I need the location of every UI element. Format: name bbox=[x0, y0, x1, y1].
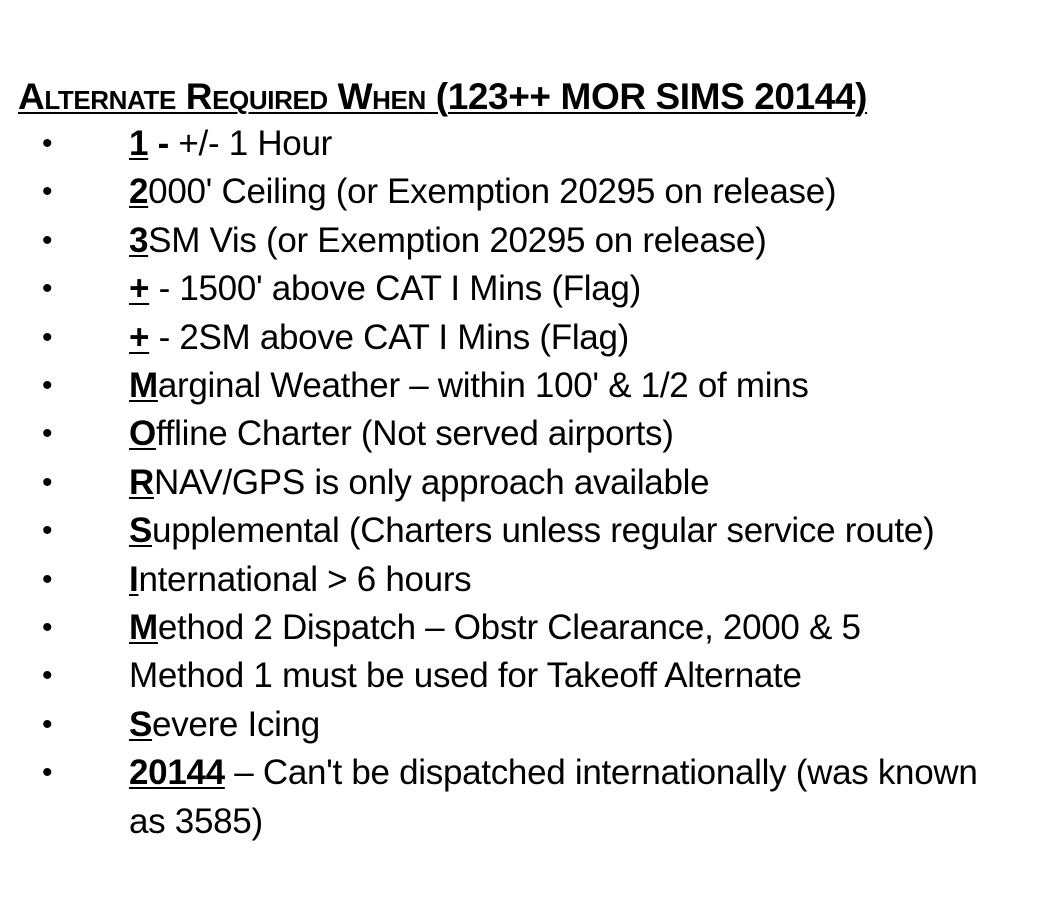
item-text: - 1500' above CAT I Mins (Flag) bbox=[149, 269, 641, 309]
item-text: nternational > 6 hours bbox=[138, 559, 472, 599]
document-body bbox=[18, 74, 1052, 846]
mnemonic-letter: R bbox=[129, 462, 154, 502]
item-text: Method 1 must be used for Takeoff Alternate bbox=[129, 656, 802, 696]
item-text: arginal Weather – within 100' & 1/2 of mins bbox=[157, 366, 809, 406]
list-item bbox=[18, 459, 1052, 507]
item-text: ethod 2 Dispatch – Obstr Clearance, 2000 & 5 bbox=[157, 608, 861, 648]
page-title bbox=[18, 74, 1052, 120]
item-text: evere Icing bbox=[152, 704, 320, 744]
list-item bbox=[18, 410, 1052, 458]
bullet-icon: • bbox=[42, 369, 53, 403]
list-item bbox=[18, 168, 1052, 216]
list-item bbox=[18, 652, 1052, 700]
bullet-icon: • bbox=[42, 320, 53, 354]
alternate-criteria-list bbox=[18, 120, 1052, 846]
mnemonic-letter: O bbox=[129, 414, 156, 454]
list-item bbox=[18, 507, 1052, 555]
title-text: Alternate Required When bbox=[18, 76, 426, 117]
item-text: - 2SM above CAT I Mins (Flag) bbox=[149, 317, 629, 357]
bullet-icon: • bbox=[42, 707, 53, 741]
item-text: – Can't be dispatched internationally (was known as 3585) bbox=[129, 753, 978, 841]
bullet-icon: • bbox=[42, 417, 53, 451]
title-suffix: (123++ MOR SIMS 20144) bbox=[425, 76, 868, 117]
exemption-number: 20144 bbox=[129, 753, 225, 793]
list-item bbox=[18, 265, 1052, 313]
item-text: 000' Ceiling (or Exemption 20295 on release) bbox=[148, 172, 837, 212]
item-text: upplemental (Charters unless regular service route) bbox=[152, 511, 935, 551]
list-item bbox=[18, 701, 1052, 749]
bullet-icon: • bbox=[42, 465, 53, 499]
list-item bbox=[18, 120, 1052, 168]
item-text: NAV/GPS is only approach available bbox=[153, 462, 710, 502]
mnemonic-letter: 2 bbox=[129, 172, 149, 212]
item-text: SM Vis (or Exemption 20295 on release) bbox=[148, 220, 767, 260]
mnemonic-letter: 3 bbox=[129, 220, 149, 260]
bullet-icon: • bbox=[42, 223, 53, 257]
bullet-icon: • bbox=[42, 514, 53, 548]
mnemonic-letter: S bbox=[129, 511, 153, 551]
bullet-icon: • bbox=[42, 175, 53, 209]
bullet-icon: • bbox=[42, 272, 53, 306]
item-text: ffline Charter (Not served airports) bbox=[155, 414, 674, 454]
bullet-icon: • bbox=[42, 611, 53, 645]
list-item bbox=[18, 749, 1009, 846]
mnemonic-letter: M bbox=[129, 366, 158, 406]
item-separator: - bbox=[148, 124, 179, 163]
bullet-icon: • bbox=[42, 127, 53, 160]
item-text: +/- 1 Hour bbox=[178, 124, 332, 163]
mnemonic-letter: I bbox=[129, 559, 139, 599]
bullet-icon: • bbox=[42, 659, 53, 693]
bullet-icon: • bbox=[42, 562, 53, 596]
list-item bbox=[18, 556, 1052, 604]
list-item bbox=[18, 362, 1052, 410]
mnemonic-letter: 1 bbox=[129, 124, 149, 163]
mnemonic-letter: + bbox=[129, 317, 150, 357]
list-item bbox=[18, 217, 1052, 265]
bullet-icon: • bbox=[42, 756, 53, 790]
list-item bbox=[18, 604, 1052, 652]
mnemonic-letter: + bbox=[129, 269, 150, 309]
mnemonic-letter: S bbox=[129, 704, 153, 744]
list-item bbox=[18, 314, 1052, 362]
mnemonic-letter: M bbox=[129, 608, 158, 648]
